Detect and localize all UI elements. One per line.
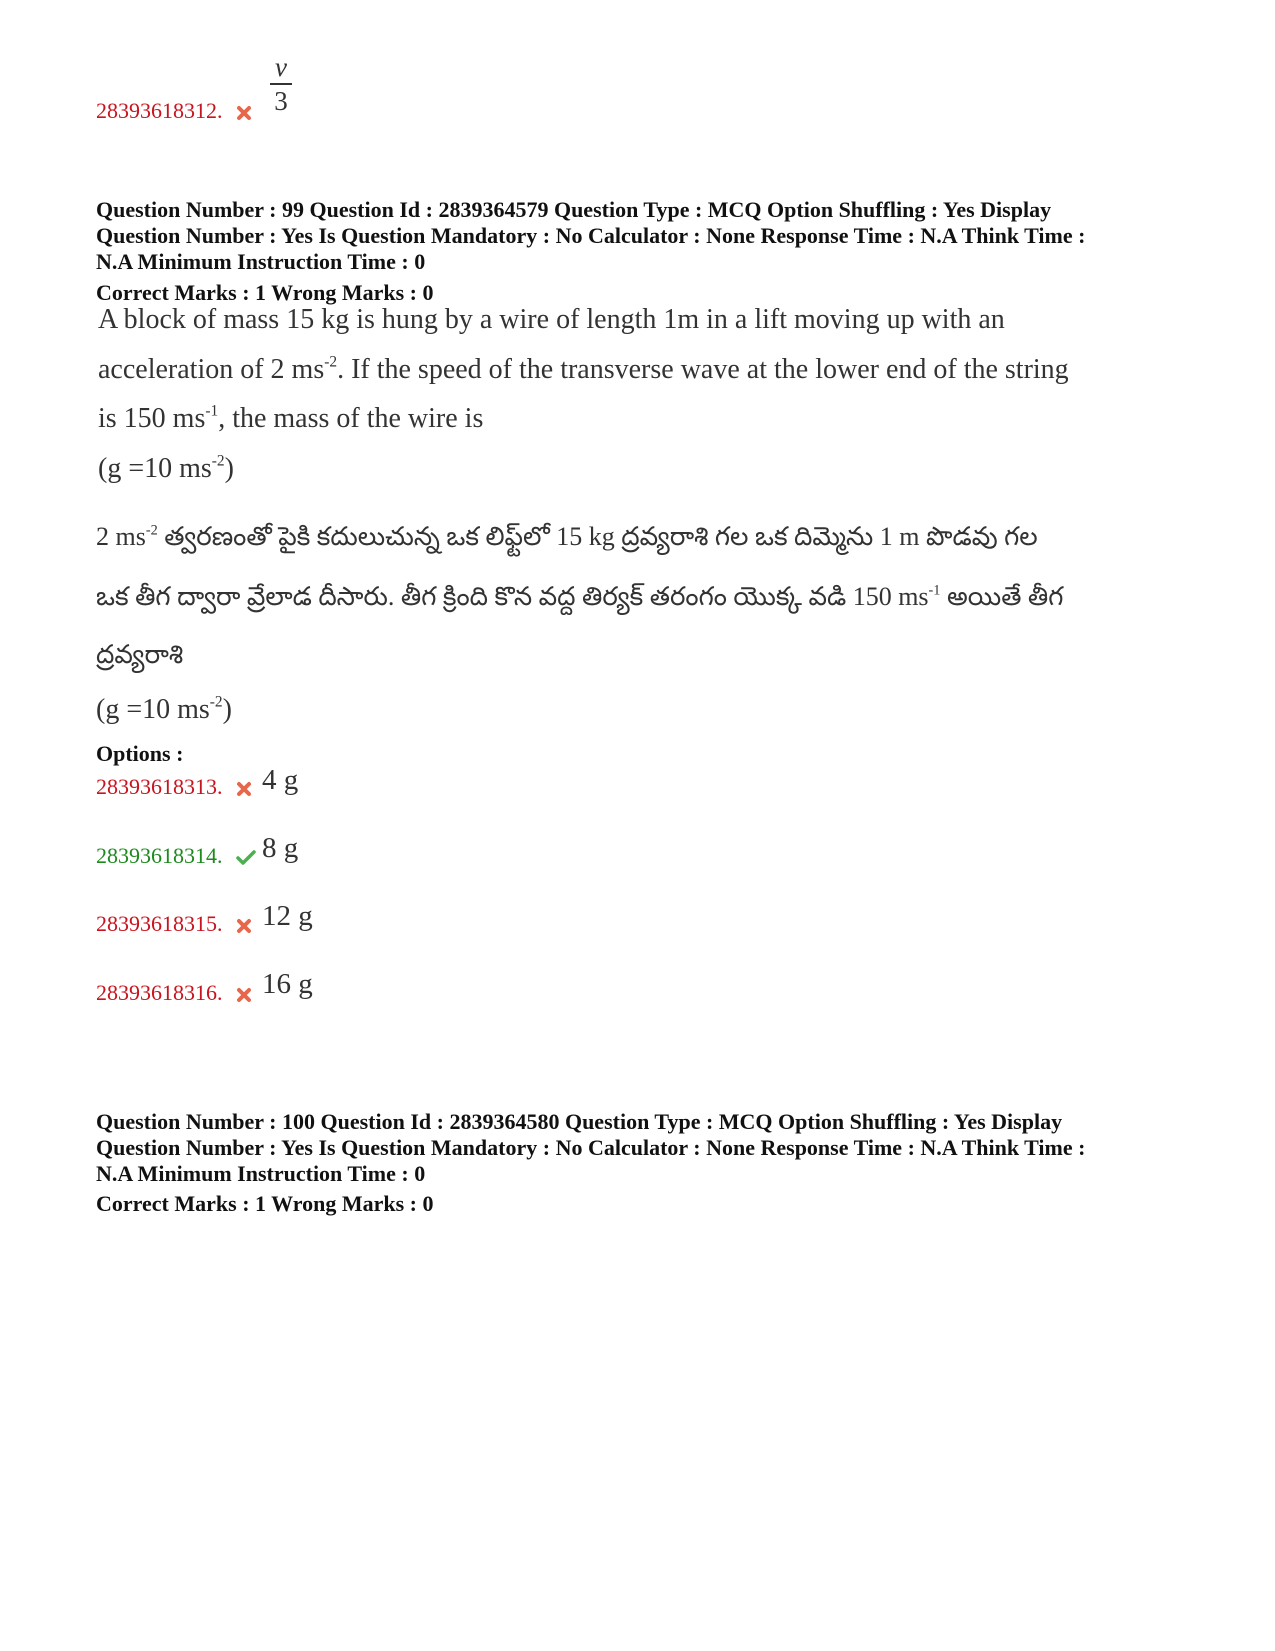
fraction-denominator: 3 [274,86,288,116]
fraction-v-over-3 [270,52,292,116]
cross-icon [236,105,252,121]
question-99-marks: Correct Marks : 1 Wrong Marks : 0 [96,280,434,305]
meta-line-2: Question Number : Yes Is Question Mandatory : No Calculator : None Response Time : N.A Think Time : [96,1135,1086,1160]
option-value: 8 g [262,832,299,864]
question-99-meta [96,197,1186,275]
meta-line-1: Question Number : 100 Question Id : 2839364580 Question Type : MCQ Option Shuffling : Yes Display [96,1109,1063,1134]
meta-line-3: N.A Minimum Instruction Time : 0 [96,1161,426,1186]
meta-line-3: N.A Minimum Instruction Time : 0 [96,249,426,274]
telugu-line-1: 2 $ms^{-2}$ త్వరణంతో పైకి కదులుచున్న ఒక లిఫ్ట్‌లో 15 kg ద్రవ్యరాశి గల ఒక దిమ్మెను 1 m పొడవు గల [96,522,1038,551]
question-99-telugu [96,522,1156,732]
option-row[interactable] [96,843,256,869]
english-line-3: is 150 $ms^{-1}$, the mass of the wire is [98,402,484,434]
telugu-line-2: ఒక తీగ ద్వారా వ్రేలాడ దీసారు. తీగ క్రింది కొన వద్ద తిర్యక్ తరంగం యొక్క వడి 150 $ms^{-1}$ అయితే తీగ [96,582,1064,611]
fraction-numerator: v [275,52,287,82]
telugu-line-4: (g =10 $ms^{-2}$) [96,693,232,725]
option-row[interactable] [96,774,252,800]
cross-icon [236,918,252,934]
option-id: 28393618316. [96,980,223,1005]
telugu-line-3: ద్రవ్యరాశి [96,640,184,669]
meta-line-2: Question Number : Yes Is Question Mandatory : No Calculator : None Response Time : N.A Think Time : [96,223,1086,248]
options-label: Options : [96,741,184,766]
english-line-4: (g =10 $ms^{-2}$) [98,452,234,484]
fraction-bar [270,83,292,85]
english-line-1: A block of mass 15 kg is hung by a wire of length 1m in a lift moving up with an [98,304,1005,335]
option-value: 16 g [262,968,313,1000]
question-100-marks: Correct Marks : 1 Wrong Marks : 0 [96,1191,434,1216]
cross-icon [236,987,252,1003]
option-row [96,98,252,124]
option-id: 28393618314. [96,843,223,868]
option-value: 12 g [262,900,313,932]
option-row[interactable] [96,980,252,1006]
option-id: 28393618315. [96,911,223,936]
meta-line-1: Question Number : 99 Question Id : 2839364579 Question Type : MCQ Option Shuffling : Yes Display [96,197,1052,222]
checkmark-icon [236,850,256,866]
option-id: 28393618312. [96,98,223,123]
option-value: 4 g [262,764,299,796]
option-row[interactable] [96,911,252,937]
cross-icon [236,781,252,797]
option-id: 28393618313. [96,774,223,799]
question-100-meta [96,1109,1186,1187]
english-line-2: acceleration of 2 $ms^{-2}$. If the speed of the transverse wave at the lower end of the string [98,353,1069,385]
question-99-english [98,304,1158,494]
